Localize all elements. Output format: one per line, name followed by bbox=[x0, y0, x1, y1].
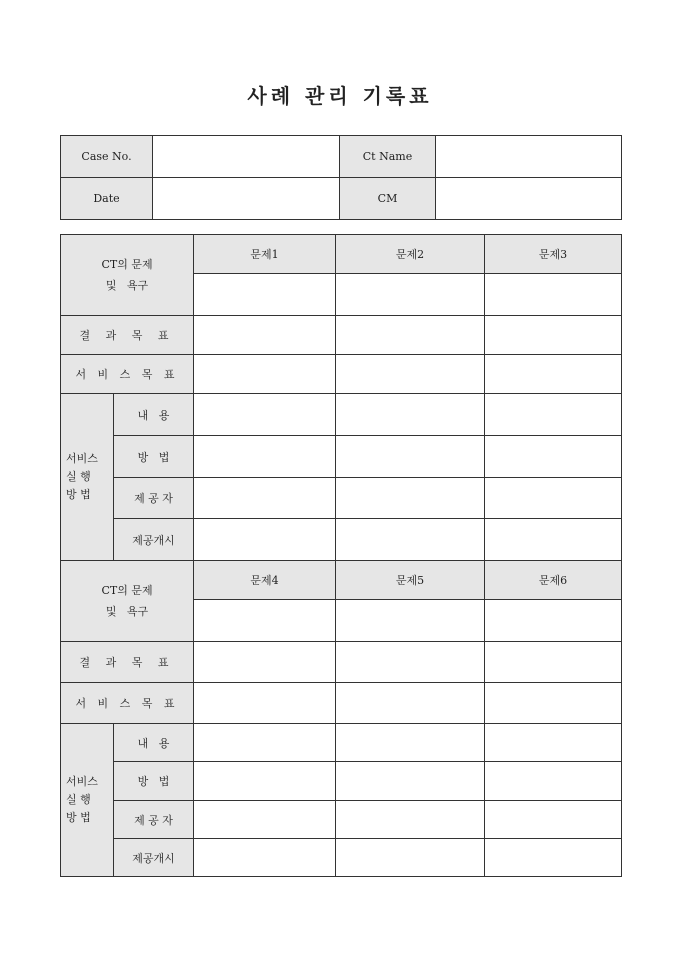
content-cell[interactable] bbox=[336, 724, 485, 762]
problem-cell[interactable] bbox=[485, 274, 622, 316]
provider-cell[interactable] bbox=[194, 801, 336, 839]
content-cell[interactable] bbox=[485, 724, 622, 762]
service-method-line1: 서비스 bbox=[66, 775, 98, 788]
problem-header: 문제3 bbox=[485, 235, 622, 274]
content-label: 내 용 bbox=[114, 394, 194, 436]
ct-name-label: Ct Name bbox=[340, 136, 436, 178]
service-goal-cell[interactable] bbox=[485, 355, 622, 394]
problem-cell[interactable] bbox=[336, 600, 485, 642]
provider-cell[interactable] bbox=[485, 801, 622, 839]
problem-header: 문제4 bbox=[194, 561, 336, 600]
outcome-goal-cell[interactable] bbox=[336, 316, 485, 355]
cm-field[interactable] bbox=[436, 178, 622, 220]
outcome-goal-cell[interactable] bbox=[194, 316, 336, 355]
service-method-line3: 방 법 bbox=[66, 488, 91, 501]
problem-cell[interactable] bbox=[336, 274, 485, 316]
service-goal-label: 서 비 스 목 표 bbox=[61, 683, 194, 724]
ct-needs-label-line1: CT의 문제 bbox=[101, 258, 153, 271]
service-method-label bbox=[61, 394, 114, 561]
outcome-goal-label: 결 과 목 표 bbox=[61, 316, 194, 355]
service-goal-cell[interactable] bbox=[336, 683, 485, 724]
outcome-goal-label: 결 과 목 표 bbox=[61, 642, 194, 683]
outcome-goal-cell[interactable] bbox=[194, 642, 336, 683]
content-cell[interactable] bbox=[485, 394, 622, 436]
provider-label: 제 공 자 bbox=[114, 801, 194, 839]
start-cell[interactable] bbox=[485, 839, 622, 877]
method-cell[interactable] bbox=[336, 762, 485, 801]
ct-needs-label bbox=[61, 235, 194, 316]
content-cell[interactable] bbox=[194, 394, 336, 436]
start-cell[interactable] bbox=[485, 519, 622, 561]
method-cell[interactable] bbox=[336, 436, 485, 478]
case-no-label: Case No. bbox=[61, 136, 153, 178]
page-title: 사례 관리 기록표 bbox=[247, 84, 433, 108]
service-method-line3: 방 법 bbox=[66, 811, 91, 824]
date-field[interactable] bbox=[153, 178, 340, 220]
problem-header: 문제6 bbox=[485, 561, 622, 600]
case-info-table bbox=[60, 135, 622, 220]
service-method-line1: 서비스 bbox=[66, 452, 98, 465]
start-label: 제공개시 bbox=[114, 839, 194, 877]
provider-cell[interactable] bbox=[194, 478, 336, 519]
provider-cell[interactable] bbox=[485, 478, 622, 519]
service-method-line2: 실 행 bbox=[66, 793, 91, 806]
ct-needs-label-line2: 및 욕구 bbox=[105, 279, 149, 292]
method-label: 방 법 bbox=[114, 762, 194, 801]
start-cell[interactable] bbox=[336, 519, 485, 561]
method-label: 방 법 bbox=[114, 436, 194, 478]
method-cell[interactable] bbox=[485, 436, 622, 478]
service-goal-cell[interactable] bbox=[194, 355, 336, 394]
service-goal-cell[interactable] bbox=[194, 683, 336, 724]
outcome-goal-cell[interactable] bbox=[485, 316, 622, 355]
problem-cell[interactable] bbox=[485, 600, 622, 642]
case-plan-table bbox=[60, 234, 622, 877]
provider-cell[interactable] bbox=[336, 801, 485, 839]
problem-header: 문제5 bbox=[336, 561, 485, 600]
content-cell[interactable] bbox=[194, 724, 336, 762]
service-method-line2: 실 행 bbox=[66, 470, 91, 483]
case-no-field[interactable] bbox=[153, 136, 340, 178]
problem-cell[interactable] bbox=[194, 600, 336, 642]
provider-cell[interactable] bbox=[336, 478, 485, 519]
service-goal-label: 서 비 스 목 표 bbox=[61, 355, 194, 394]
problem-header: 문제2 bbox=[336, 235, 485, 274]
service-goal-cell[interactable] bbox=[485, 683, 622, 724]
problem-header: 문제1 bbox=[194, 235, 336, 274]
start-cell[interactable] bbox=[194, 519, 336, 561]
method-cell[interactable] bbox=[194, 762, 336, 801]
date-label: Date bbox=[61, 178, 153, 220]
content-cell[interactable] bbox=[336, 394, 485, 436]
ct-needs-label-line2: 및 욕구 bbox=[105, 605, 149, 618]
outcome-goal-cell[interactable] bbox=[485, 642, 622, 683]
ct-needs-label bbox=[61, 561, 194, 642]
service-goal-cell[interactable] bbox=[336, 355, 485, 394]
ct-name-field[interactable] bbox=[436, 136, 622, 178]
ct-needs-label-line1: CT의 문제 bbox=[101, 584, 153, 597]
start-cell[interactable] bbox=[336, 839, 485, 877]
content-label: 내 용 bbox=[114, 724, 194, 762]
cm-label: CM bbox=[340, 178, 436, 220]
service-method-label bbox=[61, 724, 114, 877]
outcome-goal-cell[interactable] bbox=[336, 642, 485, 683]
start-label: 제공개시 bbox=[114, 519, 194, 561]
provider-label: 제 공 자 bbox=[114, 478, 194, 519]
method-cell[interactable] bbox=[194, 436, 336, 478]
method-cell[interactable] bbox=[485, 762, 622, 801]
problem-cell[interactable] bbox=[194, 274, 336, 316]
start-cell[interactable] bbox=[194, 839, 336, 877]
